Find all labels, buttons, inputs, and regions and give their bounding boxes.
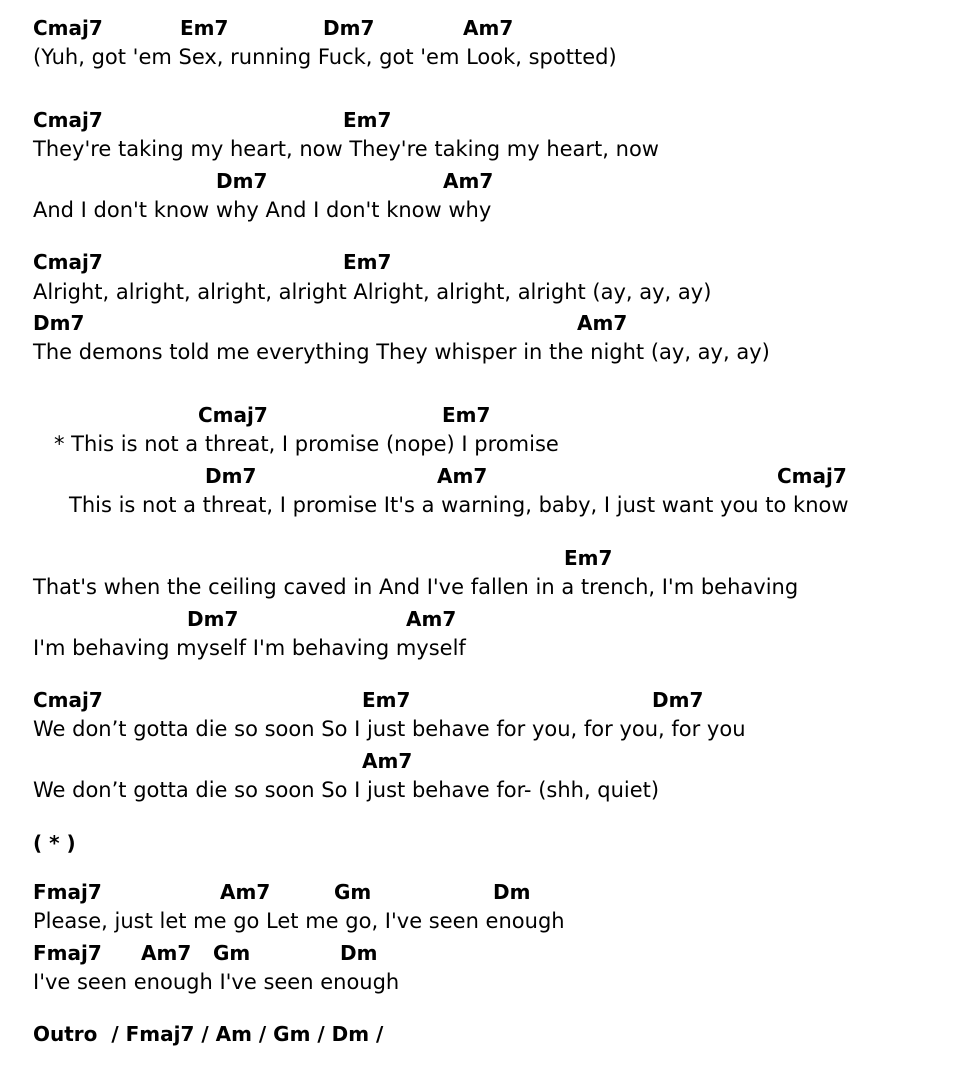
lyric-line: And I don't know why And I don't know why: [33, 198, 492, 222]
lyric-line: I've seen enough I've seen enough: [33, 970, 400, 994]
chord-am7: Am7: [362, 749, 413, 773]
lyric-line: We don’t gotta die so soon So I just behave for you, for you, for you: [33, 717, 746, 741]
chord-am7: Am7: [463, 16, 514, 40]
outro-line: Outro / Fmaj7 / Am / Gm / Dm /: [33, 1022, 384, 1046]
chord-dm: Dm: [340, 941, 378, 965]
lyric-line: This is not a threat, I promise It's a warning, baby, I just want you to know: [69, 493, 849, 517]
chord-cmaj7: Cmaj7: [33, 688, 103, 712]
chord-dm7: Dm7: [33, 311, 85, 335]
lyric-line: * This is not a threat, I promise (nope) I promise: [54, 432, 559, 456]
chord-gm: Gm: [334, 880, 372, 904]
chord-cmaj7: Cmaj7: [33, 16, 103, 40]
chord-am7: Am7: [437, 464, 488, 488]
chord-am7: Am7: [406, 607, 457, 631]
chord-cmaj7: Cmaj7: [777, 464, 847, 488]
chord-em7: Em7: [442, 403, 491, 427]
chord-cmaj7: Cmaj7: [33, 108, 103, 132]
chord-am7: Am7: [141, 941, 192, 965]
chord-em7: Em7: [343, 250, 392, 274]
lyric-line: They're taking my heart, now They're taking my heart, now: [33, 137, 659, 161]
lyric-line: The demons told me everything They whisper in the night (ay, ay, ay): [33, 340, 770, 364]
chord-dm7: Dm7: [323, 16, 375, 40]
chord-em7: Em7: [362, 688, 411, 712]
chord-cmaj7: Cmaj7: [198, 403, 268, 427]
lyric-line: (Yuh, got 'em Sex, running Fuck, got 'em Look, spotted): [33, 45, 617, 69]
chord-dm7: Dm7: [216, 169, 268, 193]
chord-am7: Am7: [443, 169, 494, 193]
chord-fmaj7: Fmaj7: [33, 880, 102, 904]
chord-dm7: Dm7: [205, 464, 257, 488]
chord-am7: Am7: [577, 311, 628, 335]
chord-cmaj7: Cmaj7: [33, 250, 103, 274]
chord-dm7: Dm7: [652, 688, 704, 712]
lyric-line: Alright, alright, alright, alright Alright, alright, alright (ay, ay, ay): [33, 280, 712, 304]
chord-am7: Am7: [220, 880, 271, 904]
lyric-line: Please, just let me go Let me go, I've seen enough: [33, 909, 565, 933]
chord-em7: Em7: [343, 108, 392, 132]
repeat-marker: ( * ): [33, 831, 76, 855]
lyric-line: I'm behaving myself I'm behaving myself: [33, 636, 466, 660]
chord-em7: Em7: [180, 16, 229, 40]
chord-dm7: Dm7: [187, 607, 239, 631]
chord-fmaj7: Fmaj7: [33, 941, 102, 965]
chord-gm: Gm: [213, 941, 251, 965]
chord-em7: Em7: [564, 546, 613, 570]
chord-dm: Dm: [493, 880, 531, 904]
lyric-line: We don’t gotta die so soon So I just behave for- (shh, quiet): [33, 778, 660, 802]
lyric-line: That's when the ceiling caved in And I've fallen in a trench, I'm behaving: [33, 575, 799, 599]
